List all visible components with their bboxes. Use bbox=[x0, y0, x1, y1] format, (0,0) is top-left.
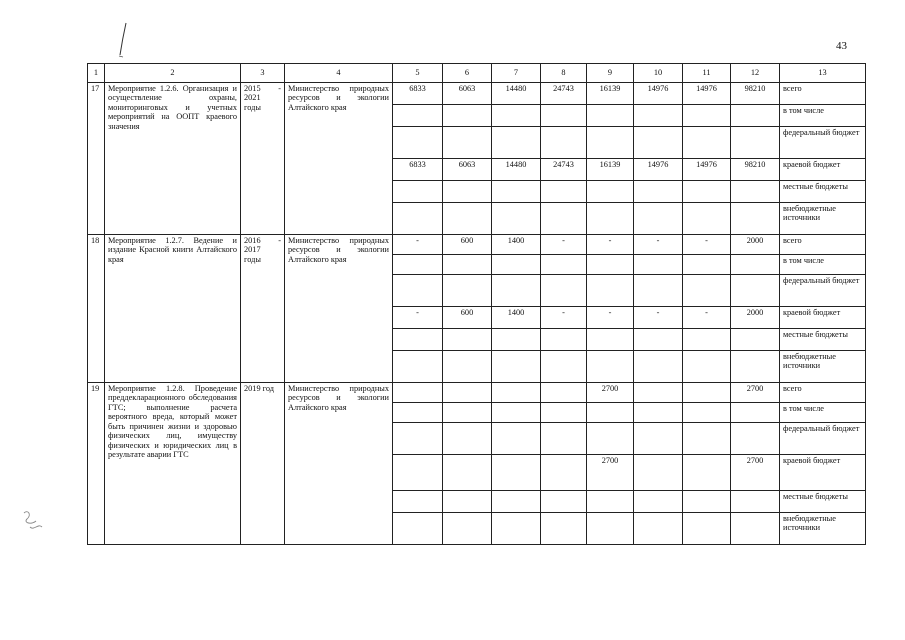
value-cell bbox=[443, 181, 492, 203]
years-dash: - bbox=[278, 84, 281, 93]
value-cell bbox=[683, 403, 731, 423]
value-cell bbox=[393, 383, 443, 403]
value-cell bbox=[731, 329, 780, 351]
margin-scribble-mark bbox=[18, 505, 48, 535]
value-cell bbox=[492, 105, 541, 127]
row-number-cell: 17 bbox=[88, 83, 105, 235]
value-cell: 14480 bbox=[492, 159, 541, 181]
value-cell bbox=[731, 105, 780, 127]
value-cell: 2000 bbox=[731, 307, 780, 329]
value-cell bbox=[492, 275, 541, 307]
value-cell bbox=[443, 455, 492, 491]
value-cell bbox=[683, 127, 731, 159]
value-cell: 2700 bbox=[587, 383, 634, 403]
funding-source-cell: всего bbox=[780, 383, 866, 403]
value-cell bbox=[634, 255, 683, 275]
value-cell bbox=[587, 351, 634, 383]
value-cell bbox=[443, 127, 492, 159]
measure-name-cell: Мероприятие 1.2.7. Ведение и издание Красной книги Алтайского края bbox=[105, 235, 241, 383]
value-cell bbox=[443, 255, 492, 275]
value-cell bbox=[683, 491, 731, 513]
value-cell bbox=[443, 329, 492, 351]
value-cell bbox=[541, 105, 587, 127]
value-cell bbox=[492, 127, 541, 159]
value-cell bbox=[393, 491, 443, 513]
row-number-cell: 18 bbox=[88, 235, 105, 383]
funding-source-cell: местные бюджеты bbox=[780, 181, 866, 203]
value-cell: 600 bbox=[443, 235, 492, 255]
value-cell bbox=[587, 329, 634, 351]
funding-source-cell: местные бюджеты bbox=[780, 329, 866, 351]
funding-source-cell: внебюджетные источники bbox=[780, 203, 866, 235]
funding-source-cell: федеральный бюджет bbox=[780, 275, 866, 307]
funding-source-cell: внебюджетные источники bbox=[780, 351, 866, 383]
value-cell bbox=[492, 203, 541, 235]
value-cell bbox=[683, 455, 731, 491]
value-cell bbox=[393, 329, 443, 351]
years-start: 2019 год bbox=[244, 384, 274, 393]
measure-name-cell: Мероприятие 1.2.8. Проведение преддекларационного обследования ГТС; выполнение расчета вероятного вреда, который может быть причинен жизни и здоровью физических лиц, имуществу физических и юридических лиц в результате аварии ГТС bbox=[105, 383, 241, 545]
value-cell bbox=[541, 423, 587, 455]
value-cell: 14480 bbox=[492, 83, 541, 105]
funding-source-cell: краевой бюджет bbox=[780, 455, 866, 491]
value-cell: - bbox=[683, 307, 731, 329]
value-cell: 2700 bbox=[731, 455, 780, 491]
value-cell bbox=[731, 423, 780, 455]
header-cell: 4 bbox=[285, 64, 393, 83]
funding-source-cell: в том числе bbox=[780, 403, 866, 423]
value-cell bbox=[393, 455, 443, 491]
header-cell: 5 bbox=[393, 64, 443, 83]
header-cell: 8 bbox=[541, 64, 587, 83]
value-cell: 14976 bbox=[634, 83, 683, 105]
value-cell bbox=[683, 255, 731, 275]
value-cell: 16139 bbox=[587, 83, 634, 105]
funding-source-cell: федеральный бюджет bbox=[780, 423, 866, 455]
value-cell: 6833 bbox=[393, 159, 443, 181]
measure-name-cell: Мероприятие 1.2.6. Организация и осуществление охраны, мониторинговых и учетных мероприятий на ООПТ краевого значения bbox=[105, 83, 241, 235]
value-cell bbox=[541, 127, 587, 159]
funding-source-cell: внебюджетные источники bbox=[780, 513, 866, 545]
header-cell: 7 bbox=[492, 64, 541, 83]
value-cell bbox=[541, 455, 587, 491]
value-cell bbox=[634, 491, 683, 513]
value-cell: 2700 bbox=[731, 383, 780, 403]
value-cell: 2700 bbox=[587, 455, 634, 491]
value-cell bbox=[587, 127, 634, 159]
executor-cell: Министерство природных ресурсов и экологии Алтайского края bbox=[285, 83, 393, 235]
value-cell bbox=[492, 255, 541, 275]
table-row bbox=[88, 83, 866, 105]
value-cell bbox=[541, 203, 587, 235]
value-cell bbox=[587, 275, 634, 307]
row-number-cell: 19 bbox=[88, 383, 105, 545]
years-cell bbox=[241, 83, 285, 235]
value-cell bbox=[683, 203, 731, 235]
value-cell: 2000 bbox=[731, 235, 780, 255]
value-cell bbox=[393, 181, 443, 203]
funding-source-cell: всего bbox=[780, 235, 866, 255]
header-cell: 3 bbox=[241, 64, 285, 83]
executor-cell: Министерство природных ресурсов и экологии Алтайского края bbox=[285, 383, 393, 545]
value-cell bbox=[683, 351, 731, 383]
years-start: 2015 bbox=[244, 84, 261, 93]
value-cell bbox=[443, 203, 492, 235]
value-cell: - bbox=[587, 307, 634, 329]
value-cell bbox=[492, 383, 541, 403]
header-cell: 2 bbox=[105, 64, 241, 83]
value-cell bbox=[731, 403, 780, 423]
value-cell bbox=[587, 181, 634, 203]
value-cell bbox=[731, 351, 780, 383]
value-cell bbox=[393, 203, 443, 235]
value-cell bbox=[634, 329, 683, 351]
value-cell bbox=[443, 403, 492, 423]
value-cell bbox=[683, 275, 731, 307]
table-row bbox=[88, 235, 866, 255]
value-cell: 24743 bbox=[541, 159, 587, 181]
value-cell bbox=[443, 351, 492, 383]
funding-source-cell: в том числе bbox=[780, 255, 866, 275]
header-cell: 10 bbox=[634, 64, 683, 83]
years-dash: - bbox=[278, 236, 281, 245]
years-unit: годы bbox=[244, 254, 261, 264]
value-cell bbox=[587, 203, 634, 235]
header-cell: 11 bbox=[683, 64, 731, 83]
value-cell bbox=[634, 383, 683, 403]
value-cell: 6063 bbox=[443, 83, 492, 105]
value-cell bbox=[731, 275, 780, 307]
value-cell: - bbox=[634, 235, 683, 255]
value-cell: 600 bbox=[443, 307, 492, 329]
value-cell bbox=[492, 455, 541, 491]
value-cell: 14976 bbox=[634, 159, 683, 181]
value-cell bbox=[634, 403, 683, 423]
years-end: 2017 bbox=[244, 245, 261, 255]
value-cell: - bbox=[683, 235, 731, 255]
header-cell: 9 bbox=[587, 64, 634, 83]
value-cell bbox=[393, 275, 443, 307]
funding-source-cell: краевой бюджет bbox=[780, 307, 866, 329]
years-cell bbox=[241, 383, 285, 545]
years-end: 2021 bbox=[244, 93, 261, 103]
value-cell bbox=[587, 255, 634, 275]
executor-cell: Министерство природных ресурсов и экологии Алтайского края bbox=[285, 235, 393, 383]
value-cell: - bbox=[393, 235, 443, 255]
value-cell bbox=[541, 329, 587, 351]
value-cell bbox=[492, 423, 541, 455]
value-cell bbox=[443, 383, 492, 403]
value-cell bbox=[541, 181, 587, 203]
pen-stroke-mark bbox=[116, 22, 130, 58]
value-cell bbox=[731, 513, 780, 545]
value-cell bbox=[393, 105, 443, 127]
funding-table bbox=[87, 63, 866, 545]
value-cell bbox=[634, 351, 683, 383]
value-cell bbox=[541, 513, 587, 545]
value-cell: - bbox=[393, 307, 443, 329]
value-cell bbox=[492, 403, 541, 423]
value-cell bbox=[731, 203, 780, 235]
value-cell bbox=[587, 403, 634, 423]
value-cell: 98210 bbox=[731, 83, 780, 105]
value-cell bbox=[731, 255, 780, 275]
header-cell: 12 bbox=[731, 64, 780, 83]
value-cell: - bbox=[541, 307, 587, 329]
value-cell bbox=[683, 383, 731, 403]
header-cell: 13 bbox=[780, 64, 866, 83]
funding-source-cell: федеральный бюджет bbox=[780, 127, 866, 159]
value-cell bbox=[492, 491, 541, 513]
value-cell: 1400 bbox=[492, 307, 541, 329]
value-cell bbox=[634, 455, 683, 491]
value-cell bbox=[683, 181, 731, 203]
value-cell: 6833 bbox=[393, 83, 443, 105]
value-cell bbox=[541, 491, 587, 513]
value-cell bbox=[587, 491, 634, 513]
value-cell bbox=[587, 105, 634, 127]
value-cell bbox=[492, 513, 541, 545]
value-cell bbox=[443, 423, 492, 455]
funding-source-cell: местные бюджеты bbox=[780, 491, 866, 513]
value-cell bbox=[541, 275, 587, 307]
header-cell: 1 bbox=[88, 64, 105, 83]
value-cell bbox=[541, 255, 587, 275]
value-cell bbox=[634, 127, 683, 159]
header-row bbox=[88, 64, 866, 83]
value-cell bbox=[634, 181, 683, 203]
funding-source-cell: в том числе bbox=[780, 105, 866, 127]
value-cell: 24743 bbox=[541, 83, 587, 105]
value-cell bbox=[683, 513, 731, 545]
value-cell bbox=[683, 105, 731, 127]
value-cell bbox=[492, 181, 541, 203]
value-cell: 16139 bbox=[587, 159, 634, 181]
value-cell: 14976 bbox=[683, 83, 731, 105]
value-cell: - bbox=[587, 235, 634, 255]
value-cell bbox=[443, 275, 492, 307]
value-cell bbox=[393, 127, 443, 159]
value-cell bbox=[731, 181, 780, 203]
value-cell bbox=[587, 423, 634, 455]
value-cell: 1400 bbox=[492, 235, 541, 255]
page-number: 43 bbox=[836, 40, 847, 52]
value-cell bbox=[634, 423, 683, 455]
value-cell bbox=[443, 491, 492, 513]
header-cell: 6 bbox=[443, 64, 492, 83]
years-start: 2016 bbox=[244, 236, 261, 245]
value-cell bbox=[731, 491, 780, 513]
value-cell bbox=[393, 403, 443, 423]
value-cell bbox=[634, 275, 683, 307]
value-cell bbox=[731, 127, 780, 159]
value-cell: 14976 bbox=[683, 159, 731, 181]
value-cell bbox=[541, 403, 587, 423]
value-cell bbox=[443, 513, 492, 545]
value-cell bbox=[393, 423, 443, 455]
value-cell bbox=[393, 255, 443, 275]
value-cell: 6063 bbox=[443, 159, 492, 181]
years-cell bbox=[241, 235, 285, 383]
value-cell bbox=[393, 351, 443, 383]
value-cell: 98210 bbox=[731, 159, 780, 181]
value-cell bbox=[587, 513, 634, 545]
value-cell bbox=[492, 329, 541, 351]
table-row bbox=[88, 383, 866, 403]
value-cell bbox=[634, 513, 683, 545]
value-cell bbox=[541, 351, 587, 383]
value-cell: - bbox=[634, 307, 683, 329]
value-cell bbox=[683, 329, 731, 351]
years-unit: годы bbox=[244, 102, 261, 112]
funding-source-cell: краевой бюджет bbox=[780, 159, 866, 181]
funding-source-cell: всего bbox=[780, 83, 866, 105]
value-cell bbox=[492, 351, 541, 383]
value-cell bbox=[443, 105, 492, 127]
value-cell bbox=[393, 513, 443, 545]
value-cell: - bbox=[541, 235, 587, 255]
value-cell bbox=[541, 383, 587, 403]
value-cell bbox=[634, 105, 683, 127]
value-cell bbox=[634, 203, 683, 235]
value-cell bbox=[683, 423, 731, 455]
